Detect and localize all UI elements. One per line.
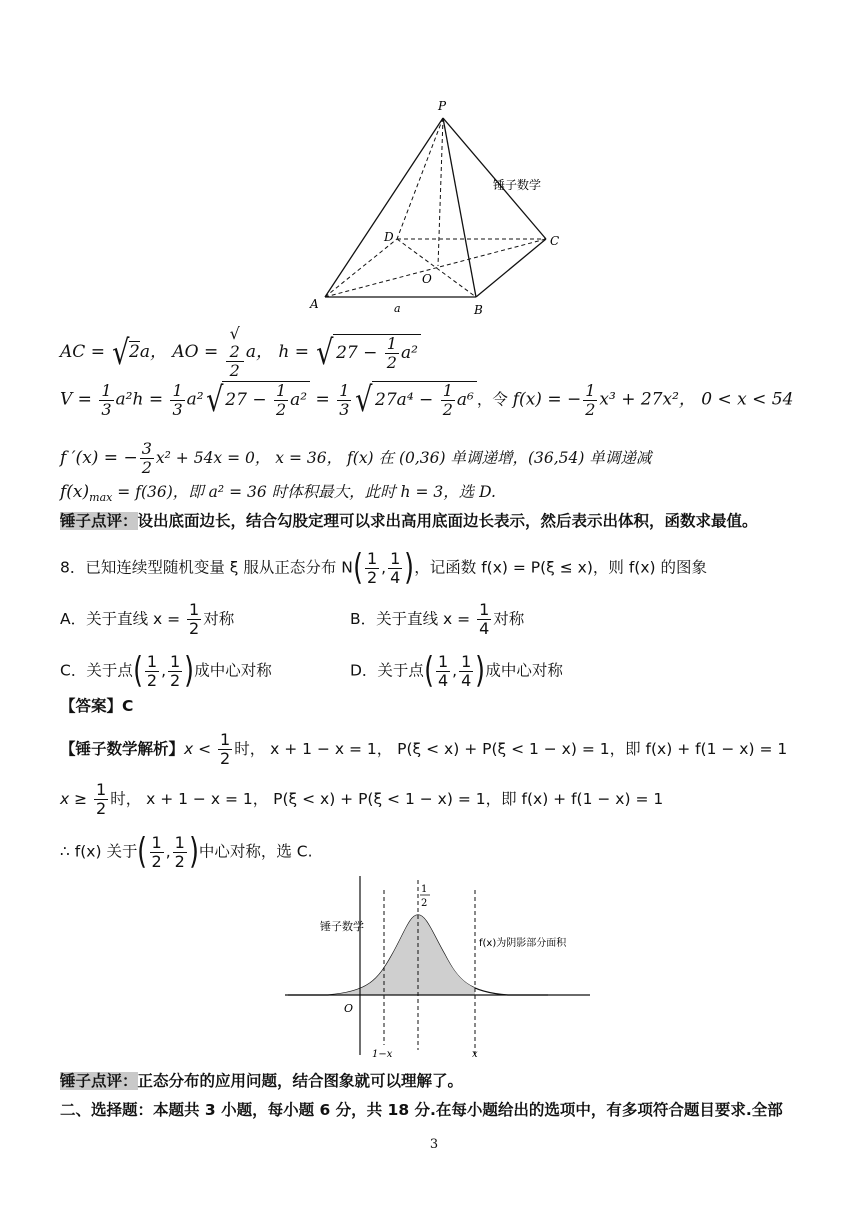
text: 设出底面边长，结合勾股定理可以求出高用底面边长表示，然后表示出体积，函数求最值。 <box>137 512 758 530</box>
text: 1 <box>339 380 350 400</box>
label-1-minus-x: 1−x <box>372 1049 393 1060</box>
text: max <box>89 491 113 504</box>
text: a²h = <box>115 389 169 410</box>
solution-line-1: AC = √2a， AO = √ 2 2 a， h = √ 27 − $\frac{1}{2}$ a² <box>60 325 421 380</box>
text: 2 <box>129 342 140 362</box>
text: 4 <box>461 670 472 690</box>
text: 2 <box>229 342 240 361</box>
analysis-line-3: ∴ f(x) 关于( $\frac{1}{2}$ , $\frac{1}{2}$ )中心对称，选 C. <box>60 831 313 872</box>
text: 2 <box>366 567 378 587</box>
text: 1 <box>151 832 162 852</box>
section-2-heading: 二、选择题：本题共 3 小题，每小题 6 分，共 18 分.在每小题给出的选项中，有多项符合题目要求.全部 <box>60 1101 783 1119</box>
text: 时， x + 1 − x = 1， P(ξ < x) + P(ξ < 1 − x) = 1，即 f(x) + f(1 − x) = 1 <box>110 790 664 808</box>
solution-line-2: V = $\frac{1}{3}$ a²h = $\frac{1}{3}$ a²√ 27 − $\frac{1}{2}$ a² = $\frac{1}{3}$ √ 27a⁴ − $\frac{1}{2}$ a⁶ ，令 f(x) = − $\frac{1}{2}$ x³ + 27x²， 0 < x < 54 <box>60 380 794 420</box>
text: = <box>310 389 336 410</box>
text: a² <box>400 342 418 363</box>
vertex-a: A <box>310 297 319 311</box>
text: ∴ f(x) 关于 <box>60 842 138 861</box>
text: 1 <box>101 380 112 400</box>
text: 4 <box>390 567 401 587</box>
text: 1 <box>479 600 490 619</box>
text: 2 <box>141 458 152 477</box>
text: 1 <box>437 651 449 671</box>
text: 3 <box>101 399 112 419</box>
text: a <box>139 342 150 362</box>
text: 4 <box>479 619 490 638</box>
text: 1 <box>220 730 231 749</box>
text: 4 <box>437 670 449 690</box>
option-b <box>350 601 524 638</box>
text: a² <box>186 389 204 410</box>
text: 1 <box>461 651 472 671</box>
text: A．关于直线 x = <box>60 610 186 628</box>
half-den: 2 <box>421 898 428 909</box>
text: = f(36)，即 a² = 36 时体积最大，此时 h = 3，选 D. <box>112 483 496 501</box>
area-annotation: f(x)为阴影部分面积 <box>479 938 567 949</box>
text: C．关于点 <box>60 661 133 680</box>
text: 时， x + 1 − x = 1， P(ξ < x) + P(ξ < 1 − x) = 1，即 f(x) + f(1 − x) = 1 <box>234 740 788 758</box>
text: ，记函数 f(x) = P(ξ ≤ x)，则 f(x) 的图象 <box>414 558 707 577</box>
vertex-p: P <box>438 99 447 113</box>
text: a² <box>290 390 308 410</box>
text: 2 <box>146 670 158 690</box>
text: 2 <box>189 619 200 638</box>
text: 3 <box>172 399 183 419</box>
text: 8．已知连续型随机变量 ξ 服从正态分布 N <box>60 558 353 577</box>
text: x ≥ <box>60 790 93 808</box>
text: 2 <box>442 400 453 419</box>
text: AC = <box>60 342 111 362</box>
text: 1 <box>275 381 287 400</box>
option-d: D．关于点( $\frac{1}{4}$ , $\frac{1}{4}$ )成中心对称 <box>350 650 563 691</box>
text: 3 <box>339 399 350 419</box>
text: 锤子点评： <box>60 512 138 530</box>
figure1-watermark: 锤子数学 <box>493 178 542 192</box>
pyramid-figure <box>300 95 590 325</box>
text: x³ + 27x²， 0 < x < 54 <box>599 389 794 410</box>
text: 对称 <box>493 610 525 628</box>
text: 1 <box>390 548 401 568</box>
text: x < <box>184 740 217 758</box>
text: 3 <box>141 439 152 458</box>
figure2-watermark: 锤子数学 <box>320 920 364 933</box>
text: 27a⁴ − <box>375 390 439 410</box>
text: 1 <box>366 548 378 568</box>
text: 1 <box>146 651 158 671</box>
text: 成中心对称 <box>194 661 272 680</box>
analysis-line-1 <box>60 731 787 768</box>
text: V = <box>60 389 98 410</box>
text: f(x) <box>60 482 90 502</box>
text: 2 <box>174 851 185 871</box>
text: a⁶ <box>456 390 474 410</box>
text: D．关于点 <box>350 661 424 680</box>
analysis-line-2 <box>60 781 663 818</box>
label-x: x <box>472 1049 478 1060</box>
text: 2 <box>96 799 107 818</box>
text: ，令 <box>476 390 513 409</box>
text: B．关于直线 x = <box>350 610 476 628</box>
option-a <box>60 601 234 638</box>
text: 2 <box>229 361 240 380</box>
comment-8 <box>60 1070 463 1092</box>
text: 27 − <box>225 390 272 410</box>
text: 中心对称，选 C. <box>198 842 313 861</box>
origin-label: O <box>344 1002 354 1015</box>
text: 1 <box>170 651 181 671</box>
text: 2 <box>220 749 231 768</box>
text: 2 <box>386 352 397 372</box>
text: 1 <box>189 600 200 619</box>
text: 27 − <box>336 342 383 363</box>
text: 对称 <box>203 610 235 628</box>
vertex-o: O <box>422 272 432 286</box>
text: 2 <box>151 851 162 871</box>
text: f(x) = − <box>512 389 582 410</box>
edge-label-a: a <box>394 302 401 315</box>
text: 1 <box>386 333 397 353</box>
text: ， AO = <box>149 342 224 362</box>
normal-curve-figure <box>280 870 600 1065</box>
page-number: 3 <box>429 1137 439 1152</box>
vertex-b: B <box>474 303 483 317</box>
text: ， h = <box>255 342 315 362</box>
text: 2 <box>170 670 181 690</box>
text: 1 <box>172 380 183 400</box>
text: 正态分布的应用问题，结合图象就可以理解了。 <box>137 1072 464 1090</box>
question-8-stem: 8．已知连续型随机变量 ξ 服从正态分布 N( $\frac{1}{2}$ , $\frac{1}{4}$ )，记函数 f(x) = P(ξ ≤ x)，则 f(x) 的图象 <box>60 547 707 588</box>
text: 1 <box>96 780 107 799</box>
option-c: C．关于点( $\frac{1}{2}$ , $\frac{1}{2}$ )成中心对称 <box>60 650 272 691</box>
text: 【锤子数学解析】 <box>60 740 185 758</box>
vertex-d: D <box>384 230 394 244</box>
text: 2 <box>275 400 287 419</box>
text: x² + 54x = 0， x = 36， f(x) 在 (0,36) 单调递增，(36,54) 单调递减 <box>155 449 652 467</box>
text: 锤子点评： <box>60 1072 138 1090</box>
solution-line-4 <box>60 481 496 509</box>
solution-line-3 <box>60 440 651 477</box>
answer-8: 【答案】C <box>60 697 134 715</box>
text: 1 <box>174 832 185 852</box>
vertex-c: C <box>550 234 560 248</box>
comment-7 <box>60 510 758 532</box>
text: 1 <box>585 380 596 400</box>
text: 1 <box>442 381 453 400</box>
text: 成中心对称 <box>485 661 563 680</box>
half-num: 1 <box>421 884 428 895</box>
text: 2 <box>585 399 596 419</box>
text: a <box>245 342 256 362</box>
text: f ′(x) = − <box>60 448 138 468</box>
